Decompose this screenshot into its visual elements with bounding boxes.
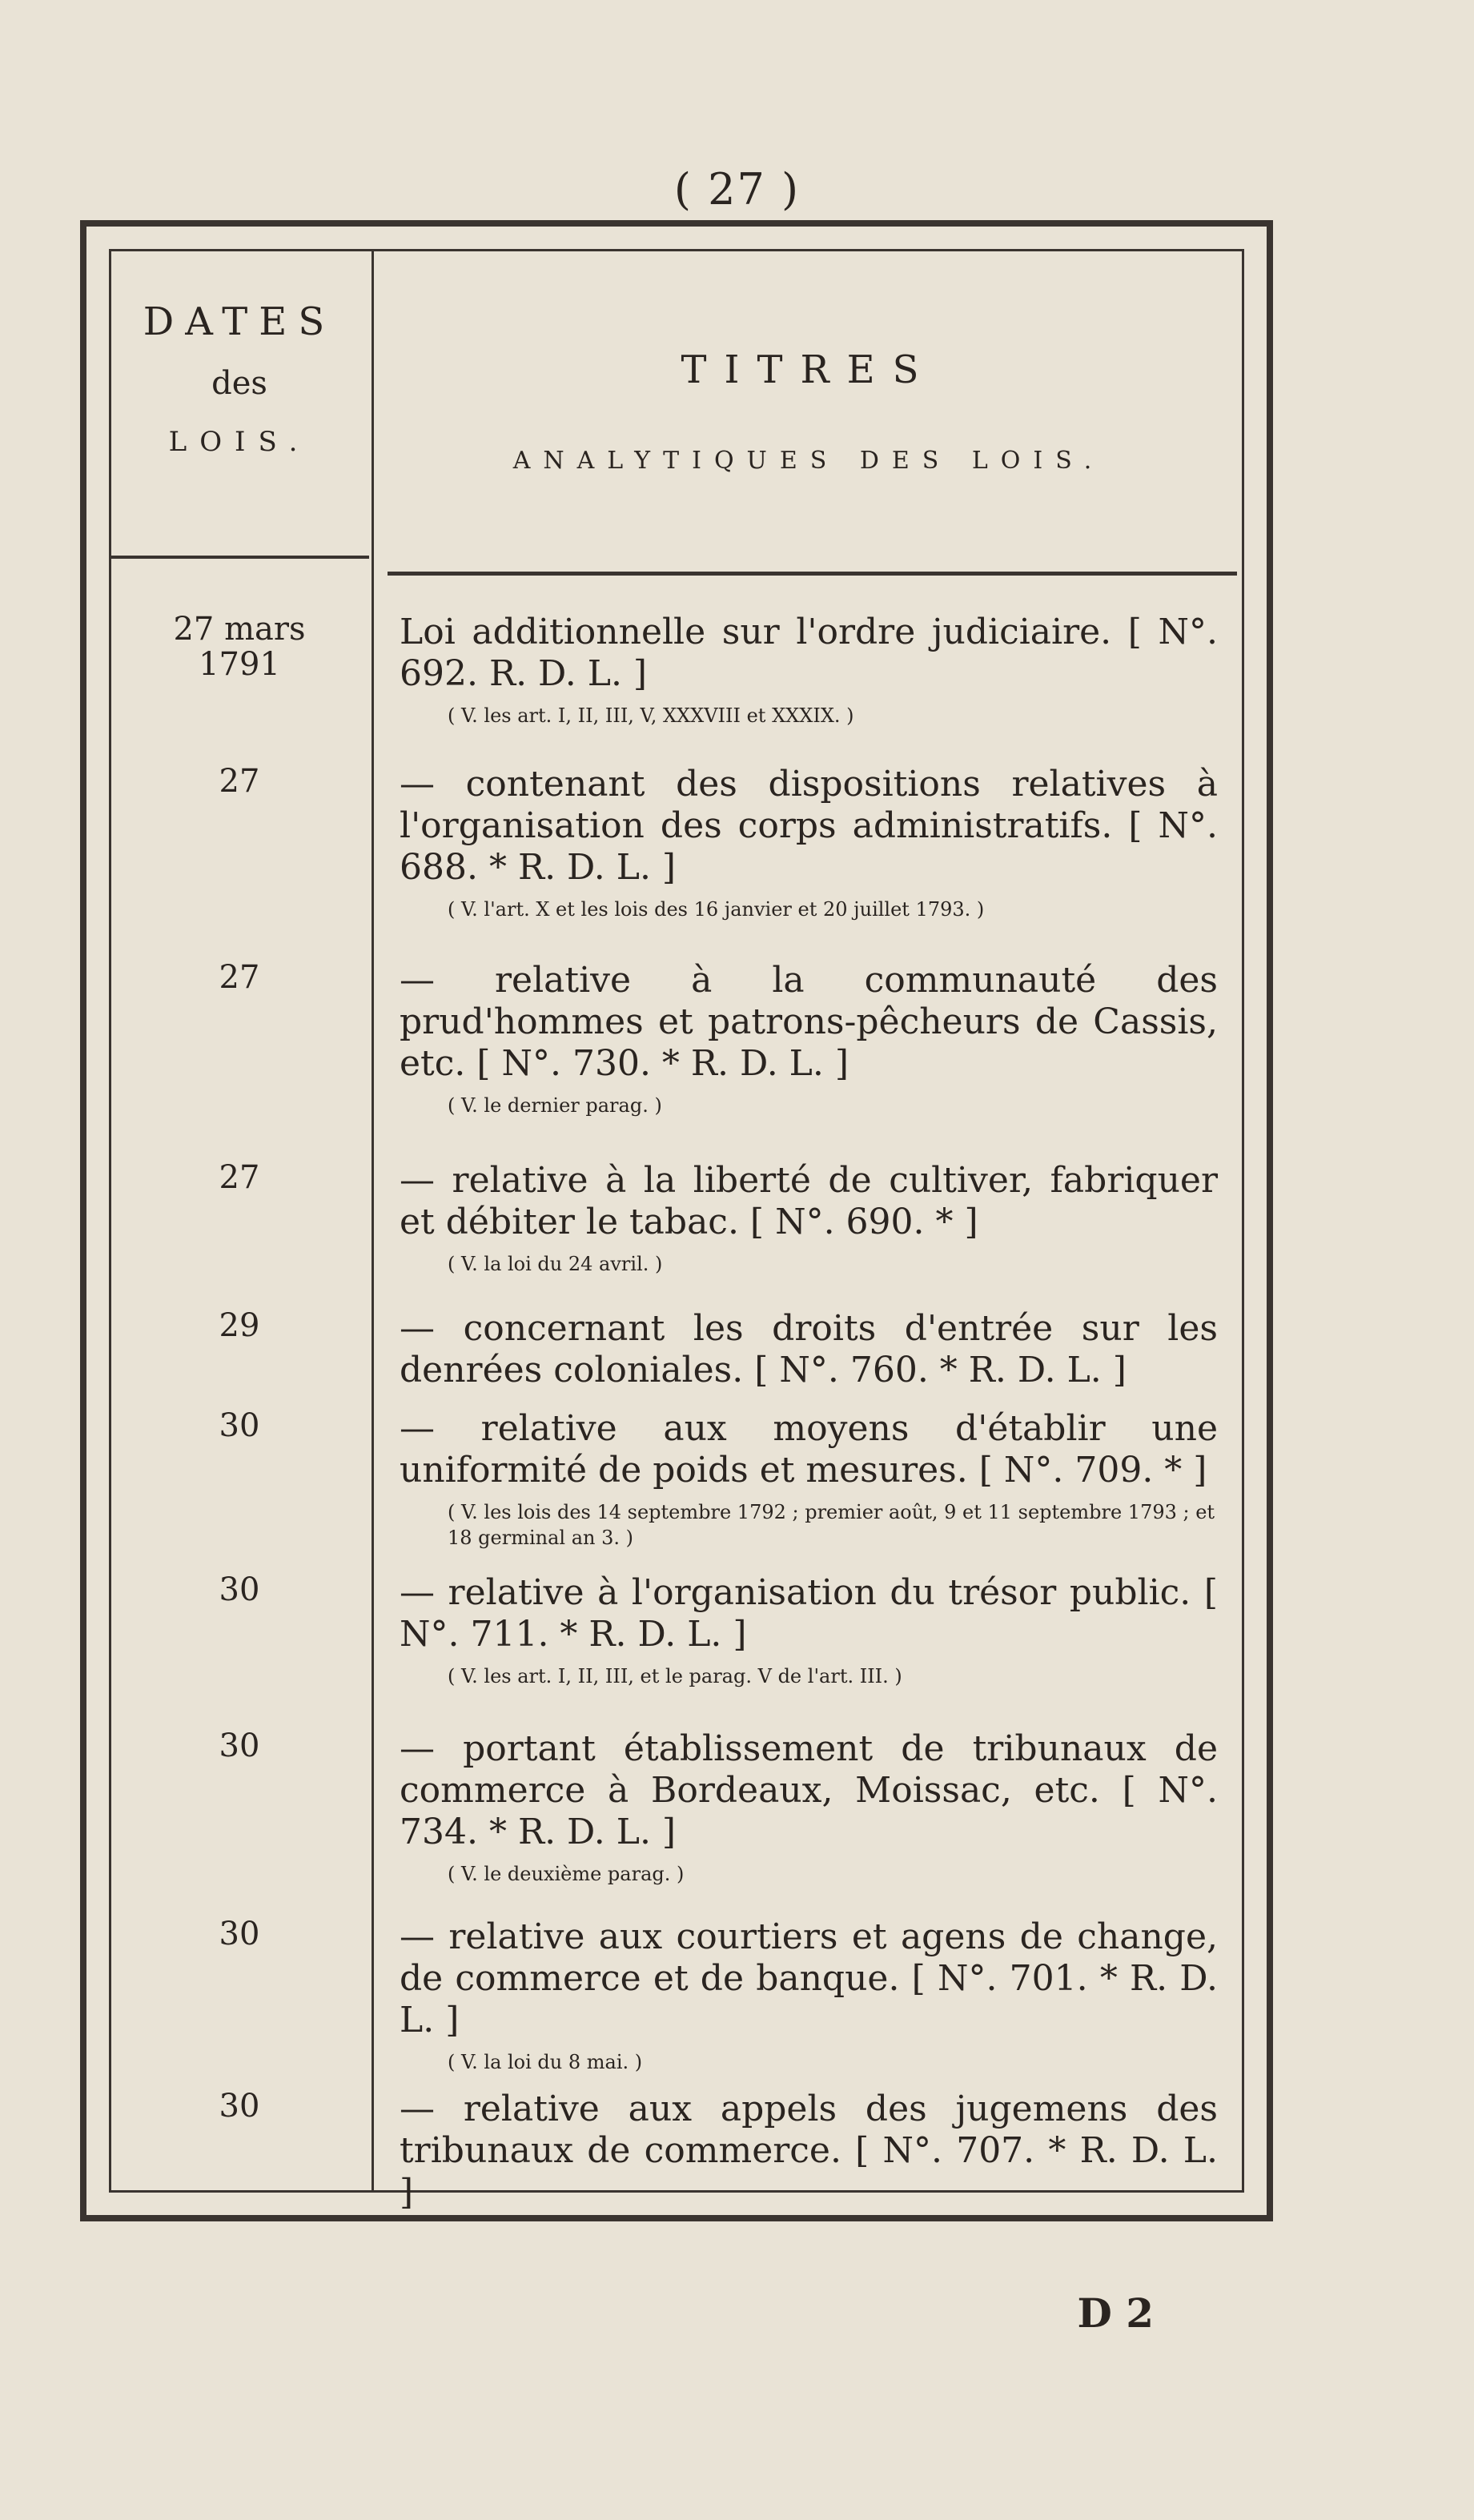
signature-mark: D 2 [1077,2289,1154,2337]
entry-text [400,1160,1218,1277]
entry-text [400,1308,1218,1391]
entry-text [400,1572,1218,1689]
entry-note: ( V. l'art. X et les lois des 16 janvier et 20 juillet 1793. ) [448,898,985,921]
header-dates-des: des [211,365,267,402]
header-rule-left [111,556,369,559]
entry-text [400,1916,1218,2075]
entry-date: 30 [219,2088,260,2125]
entry-title: — portant établissement de tribunaux de commerce à Bordeaux, Moissac, etc. [ N°. 734. * R. D. L. ] [400,1728,1218,1852]
entry-note: ( V. le deuxième parag. ) [448,1863,685,1885]
entry-date: 27 [219,763,260,800]
header-dates-lois: LOIS. [168,426,311,458]
entry-title: — relative aux appels des jugemens des tribunaux de commerce. [ N°. 707. * R. D. L. ] [400,2089,1218,2213]
entry-note: ( V. les art. I, II, III, et le parag. V de l'art. III. ) [448,1665,902,1687]
entry-date: 30 [219,1727,260,1764]
entry-title: — relative à la liberté de cultiver, fabriquer et débiter le tabac. [ N°. 690. * ] [400,1160,1218,1242]
header-titles-subtitle: ANALYTIQUES DES LOIS. [512,447,1105,475]
entry-date-year: 1791 [199,646,280,683]
entry-title: — concernant les droits d'entrée sur les denrées coloniales. [ N°. 760. * R. D. L. ] [400,1308,1218,1390]
entry-title: — relative à la communauté des prud'hommes et patrons-pêcheurs de Cassis, etc. [ N°. 730. * R. D. L. ] [400,960,1218,1084]
header-titles [384,347,1234,475]
entry-note: ( V. la loi du 8 mai. ) [448,2051,643,2073]
column-divider [372,251,374,2190]
entry-date: 30 [219,1407,260,1444]
entry-text [400,612,1218,728]
entry-text [400,1728,1218,1887]
entry-title: Loi additionnelle sur l'ordre judiciaire. [ N°. 692. R. D. L. ] [400,612,1218,694]
entry-title: — relative aux moyens d'établir une uniformité de poids et mesures. [ N°. 709. * ] [400,1408,1218,1491]
entry-note: ( V. la loi du 24 avril. ) [448,1253,663,1275]
entry-text [400,1408,1218,1551]
entry-note: ( V. le dernier parag. ) [448,1094,662,1117]
entry-note: ( V. les lois des 14 septembre 1792 ; premier août, 9 et 11 septembre 1793 ; et 18 germinal an 3. ) [448,1501,1215,1549]
header-dates-title: DATES [143,299,336,344]
entry-date [111,612,367,682]
entry-text [400,960,1218,1118]
entry-date: 27 [219,959,260,996]
entry-date: 27 [219,1159,260,1196]
entry-text [400,2089,1218,2213]
table-inner [109,249,1244,2213]
page-number: ( 27 ) [673,164,801,215]
table-frame [80,220,1273,2221]
entry-date: 30 [219,1571,260,1608]
entry-date-day: 27 mars [173,611,306,648]
entry-title: — contenant des dispositions relatives à l'organisation des corps administratifs. [ N°. 688. * R. D. L. ] [400,764,1218,888]
entry-date: 29 [219,1307,260,1344]
header-rule-right [388,572,1237,576]
header-titles-title: TITRES [681,347,937,392]
entry-note: ( V. les art. I, II, III, V, XXXVIII et XXXIX. ) [448,704,854,727]
entry-text [400,764,1218,922]
entry-title: — relative aux courtiers et agens de change, de commerce et de banque. [ N°. 701. * R. D. L. ] [400,1916,1218,2040]
entry-date: 30 [219,1916,260,1952]
entry-title: — relative à l'organisation du trésor public. [ N°. 711. * R. D. L. ] [400,1572,1218,1655]
header-dates [111,299,367,458]
